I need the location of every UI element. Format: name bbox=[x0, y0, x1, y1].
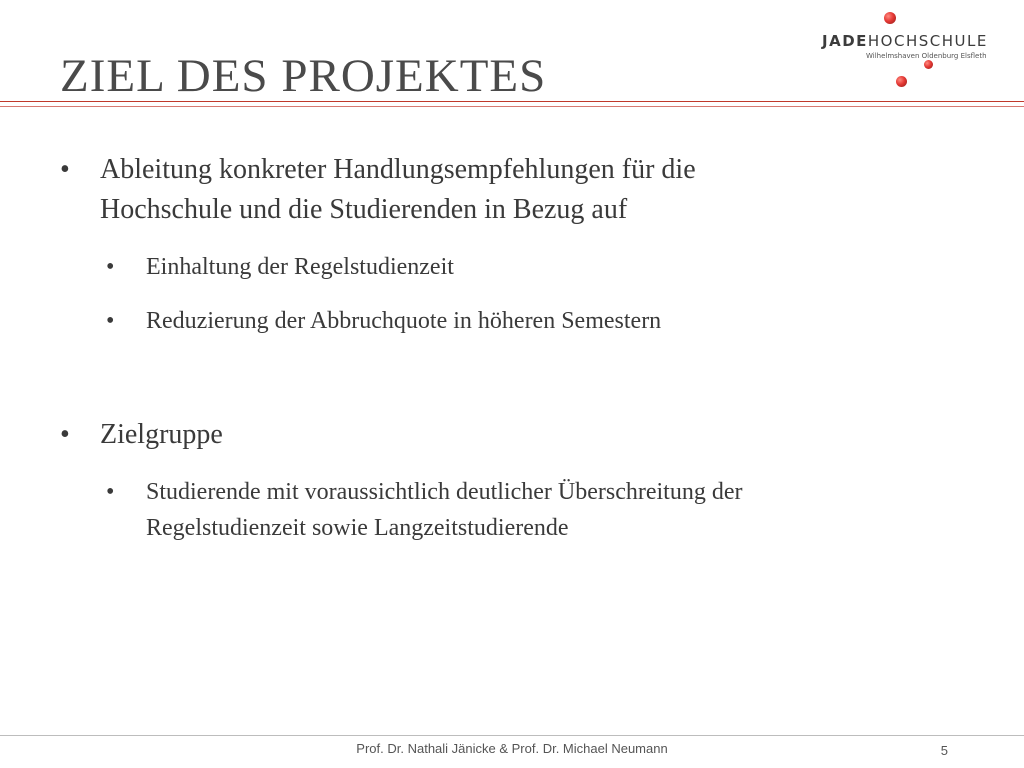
bullet-item bbox=[60, 416, 960, 454]
page-number: 5 bbox=[940, 743, 948, 758]
bullet-item bbox=[60, 151, 960, 189]
logo-word-jade: JADE bbox=[822, 32, 868, 50]
bullet-text: Zielgruppe bbox=[100, 419, 223, 450]
bullet-symbol: • bbox=[60, 419, 70, 450]
sub-bullet-text: Regelstudienzeit sowie Langzeitstudierende bbox=[146, 515, 569, 541]
sub-bullet-item bbox=[106, 249, 986, 285]
footer-authors: Prof. Dr. Nathali Jänicke & Prof. Dr. Michael Neumann bbox=[356, 741, 668, 756]
logo-word-hochschule: HOCHSCHULE bbox=[867, 32, 988, 50]
sub-bullet-text: Einhaltung der Regelstudienzeit bbox=[146, 254, 454, 280]
sub-bullet-item-continuation bbox=[106, 510, 986, 546]
bullet-symbol: • bbox=[60, 154, 70, 185]
bullet-text: Ableitung konkreter Handlungsempfehlungen für die bbox=[100, 154, 696, 185]
sub-bullet-symbol: • bbox=[106, 254, 115, 280]
slide-title: ZIEL DES PROJEKTES bbox=[60, 50, 547, 103]
bullet-item-continuation bbox=[60, 191, 960, 229]
sub-bullet-item bbox=[106, 303, 986, 339]
sub-bullet-symbol: • bbox=[106, 479, 115, 505]
footer-divider bbox=[0, 735, 1024, 736]
logo-subtitle: Wilhelmshaven Oldenburg Elsfleth bbox=[866, 52, 987, 60]
sub-bullet-item bbox=[106, 474, 986, 510]
bullet-text: Hochschule und die Studierenden in Bezug auf bbox=[100, 194, 628, 225]
sub-bullet-text: Studierende mit voraussichtlich deutlicher Überschreitung der bbox=[146, 479, 743, 505]
sub-bullet-text: Reduzierung der Abbruchquote in höheren Semestern bbox=[146, 308, 662, 334]
sub-bullet-symbol: • bbox=[106, 308, 115, 334]
